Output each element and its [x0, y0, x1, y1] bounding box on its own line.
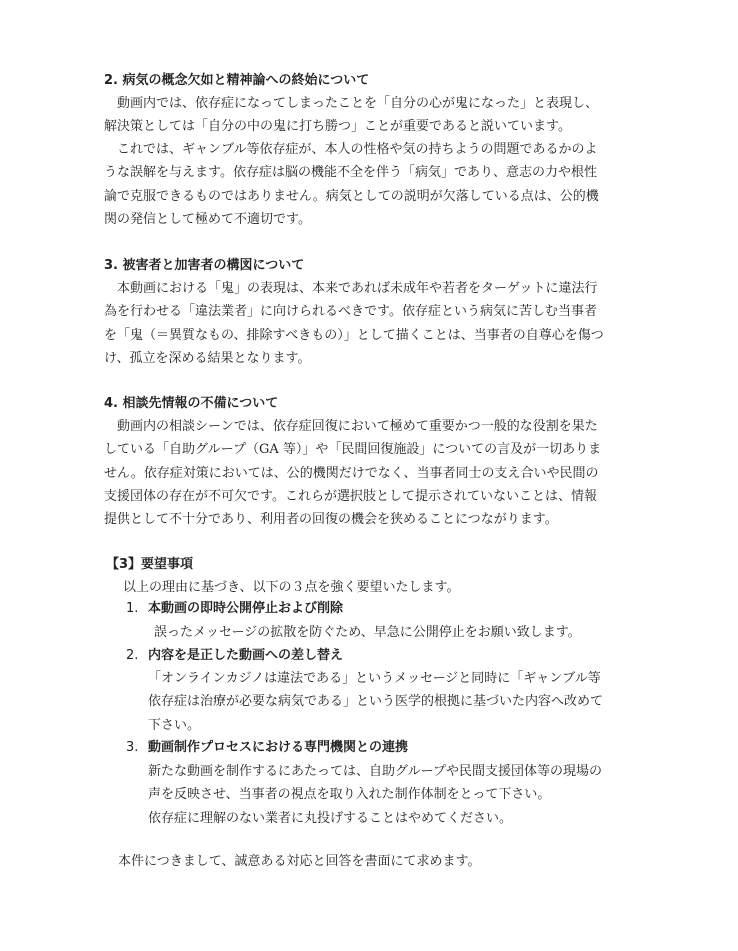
text-line: 本件につきまして、誠意ある対応と回答を書面にて求めます。 [118, 854, 481, 869]
request-item-body [148, 760, 602, 830]
section-2-paragraph-2 [104, 138, 599, 231]
section-4-paragraph-1 [104, 415, 601, 531]
request-item-number: 1. [126, 601, 139, 616]
text-line: 下さい。 [148, 717, 201, 733]
text-line: 支援団体の存在が不可欠です。これらが選択肢として提示されていないことは、情報 [104, 488, 597, 504]
request-item-body [148, 667, 603, 737]
section-3-paragraph-1 [104, 277, 604, 370]
text-line: これでは、ギャンブル等依存症が、本人の性格や気の持ちようの問題であるかのよ [117, 142, 598, 157]
text-line: 為を行わせる「違法業者」に向けられるべきです。依存症という病気に苦しむ当事者 [104, 304, 597, 320]
text-line: 関の発信として極めて不適切です。 [104, 211, 311, 227]
section-4-heading: 4. 相談先情報の不備について [104, 396, 279, 411]
text-line: 提供として不十分であり、利用者の回復の機会を狭めることにつながります。 [104, 512, 558, 528]
text-line: 「オンラインカジノは違法である」というメッセージと同時に「ギャンブル等 [148, 671, 601, 686]
section-3-heading: 3. 被害者と加害者の構図について [104, 258, 305, 273]
request-item-number: 2. [126, 648, 139, 663]
text-line: 新たな動画を制作するにあたっては、自助グループや民間支援団体等の現場の [148, 764, 602, 779]
request-item-body [154, 621, 581, 644]
requests-intro [123, 576, 459, 599]
request-item-number: 3. [126, 740, 139, 755]
request-item-title: 内容を是正した動画への差し替え [148, 648, 344, 663]
text-line: 動画内の相談シーンでは、依存症回復において極めて重要かつ一般的な役割を果た [117, 419, 598, 434]
text-line: 声を反映させ、当事者の視点を取り入れた制作体制をとって下さい。 [148, 787, 551, 803]
request-item-title: 動画制作プロセスにおける専門機関との連携 [148, 740, 409, 755]
text-line: 誤ったメッセージの拡散を防ぐため、早急に公開停止をお願い致します。 [154, 625, 581, 640]
text-line: 動画内では、依存症になってしまったことを「自分の心が鬼になった」と表現し、 [117, 96, 599, 111]
text-line: している「自助グループ（GA 等）」や「民間回復施設」についての言及が一切ありま [104, 442, 602, 458]
text-line: 以上の理由に基づき、以下の３点を強く要望いたします。 [123, 580, 460, 595]
text-line: 論で克服できるものではありません。病気としての説明が欠落している点は、公的機 [104, 188, 599, 204]
text-line: 依存症に理解のない業者に丸投げすることはやめてください。 [148, 810, 513, 826]
section-2-heading: 2. 病気の概念欠如と精神論への終始について [104, 73, 370, 88]
text-line: 本動画における「鬼」の表現は、本来であれば未成年や若者をターゲットに違法行 [117, 281, 598, 296]
closing-statement [118, 850, 480, 873]
request-item-title: 本動画の即時公開停止および削除 [148, 601, 344, 616]
text-line: 依存症は治療が必要な病気である」という医学的根拠に基づいた内容へ改めて [148, 694, 604, 710]
text-line: 解決策としては「自分の中の鬼に打ち勝つ」ことが重要であると説いています。 [104, 119, 571, 135]
requests-heading: 【3】要望事項 [106, 557, 194, 572]
section-2-paragraph-1 [104, 92, 598, 139]
text-line: うな誤解を与えます。依存症は脳の機能不全を伴う「病気」であり、意志の力や根性 [104, 165, 597, 181]
text-line: を「鬼（＝異質なもの、排除すべきもの）」として描くことは、当事者の自尊心を傷つ [104, 327, 604, 343]
text-line: せん。依存症対策においては、公的機関だけでなく、当事者同士の支え合いや民間の [104, 465, 599, 481]
text-line: け、孤立を深める結果となります。 [104, 350, 311, 366]
